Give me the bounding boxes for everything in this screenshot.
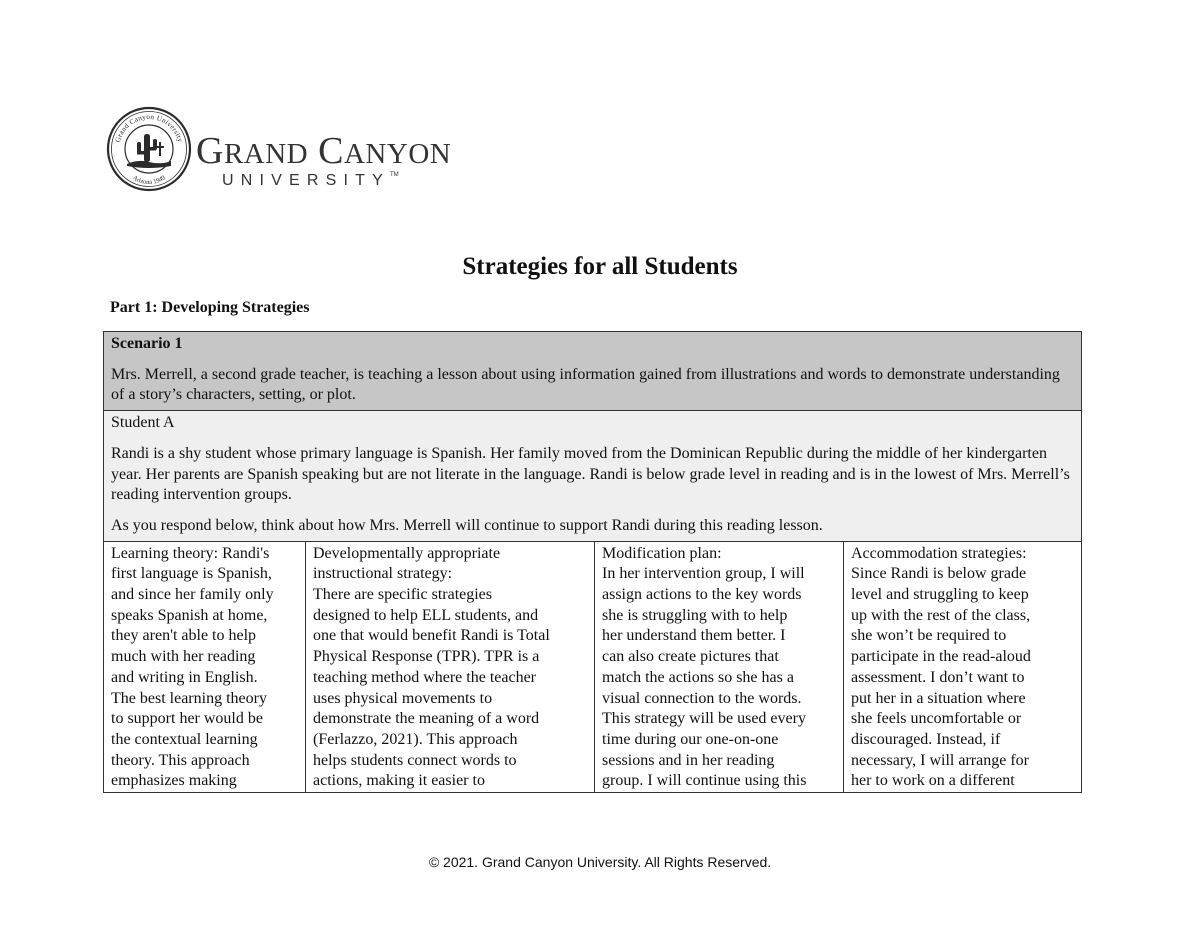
logo-wordmark: GRAND CANYON <box>196 130 452 172</box>
cell-line: The best learning theory <box>111 689 267 707</box>
cell-line: her understand them better. I <box>602 627 786 645</box>
cell-line: much with her reading <box>111 648 256 666</box>
scenario-cell <box>104 332 1082 411</box>
cell-line: demonstrate the meaning of a word <box>313 710 540 728</box>
cell-line: In her intervention group, I will <box>602 565 805 583</box>
scenario-description: Mrs. Merrell, a second grade teacher, is teaching a lesson about using information gained from illustrations and words to demonstrate understanding of a story’s characters, setting, or plot. <box>111 365 1060 404</box>
cell-line: Accommodation strategies: <box>851 544 1027 562</box>
cell-line: visual connection to the words. <box>602 689 802 707</box>
modification-plan-cell[interactable] <box>595 541 844 792</box>
cell-line: actions, making it easier to <box>313 772 485 790</box>
university-seal-icon <box>106 106 192 192</box>
cell-line: her to work on a different <box>851 772 1015 790</box>
cell-line: Physical Response (TPR). TPR is a <box>313 648 540 666</box>
cell-line: to support her would be <box>111 710 263 728</box>
cell-line: uses physical movements to <box>313 689 493 707</box>
cell-line: assign actions to the key words <box>602 586 802 604</box>
cell-line: teaching method where the teacher <box>313 668 536 686</box>
learning-theory-cell[interactable] <box>104 541 306 792</box>
cell-line: one that would benefit Randi is Total <box>313 627 550 645</box>
cell-line: (Ferlazzo, 2021). This approach <box>313 730 518 748</box>
cell-line: and writing in English. <box>111 668 258 686</box>
logo-subtitle: UNIVERSITY™ <box>222 172 399 189</box>
cell-line: first language is Spanish, <box>111 565 272 583</box>
cell-line: emphasizes making <box>111 772 237 790</box>
cell-line: match the actions so she has a <box>602 668 794 686</box>
cell-line: group. I will continue using this <box>602 772 807 790</box>
cell-line: the contextual learning <box>111 730 258 748</box>
cell-line: assessment. I don’t want to <box>851 668 1025 686</box>
cell-line: sessions and in her reading <box>602 751 775 769</box>
cell-line: and since her family only <box>111 586 274 604</box>
accommodation-strategies-cell[interactable] <box>844 541 1082 792</box>
svg-text:Arizona 1949: Arizona 1949 <box>131 174 167 187</box>
cell-line: There are specific strategies <box>313 586 493 604</box>
svg-text:Grand Canyon University: Grand Canyon University <box>113 112 185 144</box>
copyright-footer: © 2021. Grand Canyon University. All Rights Reserved. <box>428 854 772 870</box>
cell-line: Developmentally appropriate <box>313 544 501 562</box>
cell-line: discouraged. Instead, if <box>851 730 1001 748</box>
part-heading: Part 1: Developing Strategies <box>110 299 310 316</box>
scenario-heading: Scenario 1 <box>111 335 183 352</box>
student-prompt: As you respond below, think about how Mrs. Merrell will continue to support Randi during this reading lesson. <box>111 516 823 534</box>
cell-line: Since Randi is below grade <box>851 565 1027 583</box>
cell-line: designed to help ELL students, and <box>313 606 539 624</box>
cell-line: helps students connect words to <box>313 751 517 769</box>
student-description: Randi is a shy student whose primary language is Spanish. Her family moved from the Dominican Republic during the middle of her kindergarten year. Her parents are Spanish speaking but are not literate in the language. Randi is below grade level in reading and is in the lowest of Mrs. Merrell’s reading intervention groups. <box>111 444 1070 504</box>
cell-line: level and struggling to keep <box>851 586 1029 604</box>
strategies-table <box>103 331 1082 793</box>
cell-line: put her in a situation where <box>851 689 1026 707</box>
student-cell <box>104 411 1082 542</box>
cell-line: can also create pictures that <box>602 648 779 666</box>
cell-line: This strategy will be used every <box>602 710 806 728</box>
cell-line: they aren't able to help <box>111 627 257 645</box>
instructional-strategy-cell[interactable] <box>306 541 595 792</box>
response-row <box>104 541 1082 792</box>
cell-line: theory. This approach <box>111 751 250 769</box>
cell-line: she feels uncomfortable or <box>851 710 1022 728</box>
cell-line: instructional strategy: <box>313 565 453 583</box>
gcu-logo <box>106 106 486 192</box>
cell-line: time during our one-on-one <box>602 730 779 748</box>
scenario-row <box>104 332 1082 411</box>
student-row <box>104 411 1082 542</box>
cell-line: she is struggling with to help <box>602 606 788 624</box>
cell-line: Learning theory: Randi's <box>111 544 270 562</box>
cell-line: Modification plan: <box>602 544 722 562</box>
cell-line: participate in the read-aloud <box>851 648 1031 666</box>
document-title: Strategies for all Students <box>462 253 738 280</box>
cell-line: speaks Spanish at home, <box>111 606 268 624</box>
cell-line: she won’t be required to <box>851 627 1007 645</box>
student-label: Student A <box>111 414 175 432</box>
cell-line: necessary, I will arrange for <box>851 751 1029 769</box>
cell-line: up with the rest of the class, <box>851 606 1031 624</box>
